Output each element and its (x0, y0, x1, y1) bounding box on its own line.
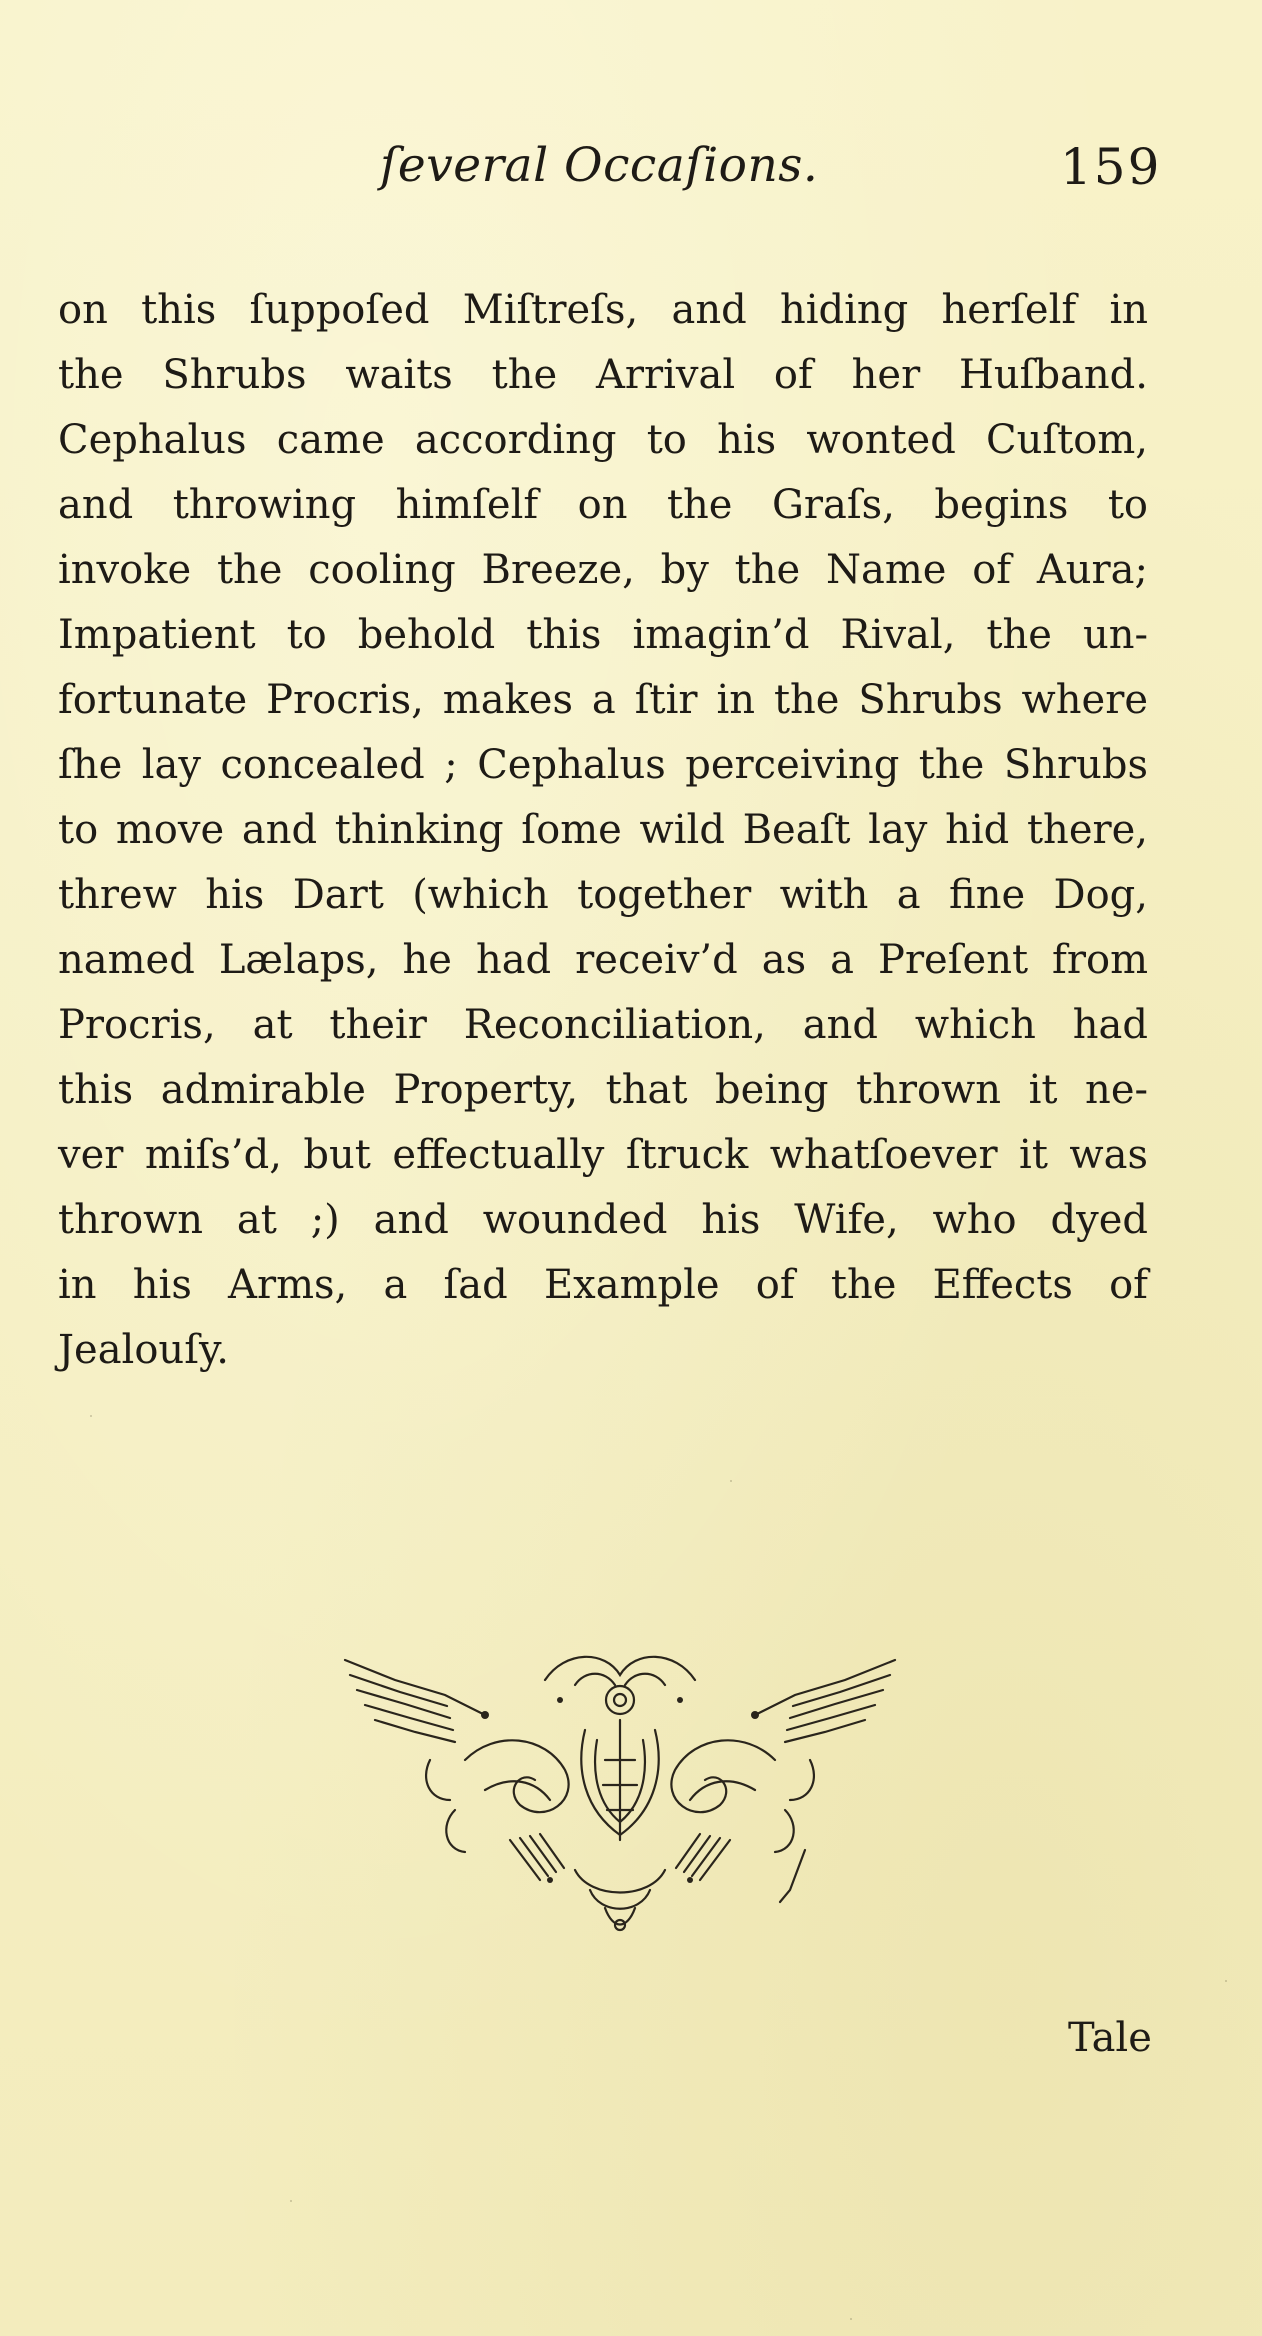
text-line: Cephalus came according to his wonted Cuſtom, (58, 417, 1148, 463)
text-line: and throwing himſelf on the Graſs, begins to (58, 482, 1148, 528)
text-line: the Shrubs waits the Arrival of her Huſband. (58, 352, 1148, 398)
paper-speck (730, 1480, 732, 1482)
text-line: ver miſs’d, but effectually ſtruck whatſoever it was (58, 1132, 1148, 1178)
catchword: Tale (1068, 2015, 1152, 2061)
page-number: 159 (1060, 138, 1162, 196)
floral-tailpiece-ornament-icon (335, 1640, 905, 1940)
text-line: fortunate Procris, makes a ſtir in the Shrubs where (58, 677, 1148, 723)
text-line: named Lælaps, he had receiv’d as a Preſent from (58, 937, 1148, 983)
text-line: in his Arms, a ſad Example of the Effects of (58, 1262, 1148, 1308)
paper-speck (290, 2200, 292, 2202)
body-text (58, 278, 1148, 1383)
text-line: thrown at ;) and wounded his Wife, who dyed (58, 1197, 1148, 1243)
text-line: to move and thinking ſome wild Beaſt lay hid there, (58, 807, 1148, 853)
text-line: invoke the cooling Breeze, by the Name of Aura; (58, 547, 1148, 593)
running-head: ſeveral Occaſions. (380, 138, 819, 193)
text-line: Procris, at their Reconciliation, and which had (58, 1002, 1148, 1048)
text-line: on this ſuppoſed Miſtreſs, and hiding herſelf in (58, 287, 1148, 333)
text-line: threw his Dart (which together with a fine Dog, (58, 872, 1148, 918)
paper-speck (1225, 1980, 1227, 1982)
text-line: Jealouſy. (58, 1327, 229, 1373)
paper-speck (90, 1415, 92, 1417)
paper-speck (850, 2318, 852, 2320)
text-line: this admirable Property, that being thrown it ne- (58, 1067, 1148, 1113)
text-line: ſhe lay concealed ; Cephalus perceiving the Shrubs (58, 742, 1148, 788)
text-line: Impatient to behold this imagin’d Rival, the un- (58, 612, 1148, 658)
